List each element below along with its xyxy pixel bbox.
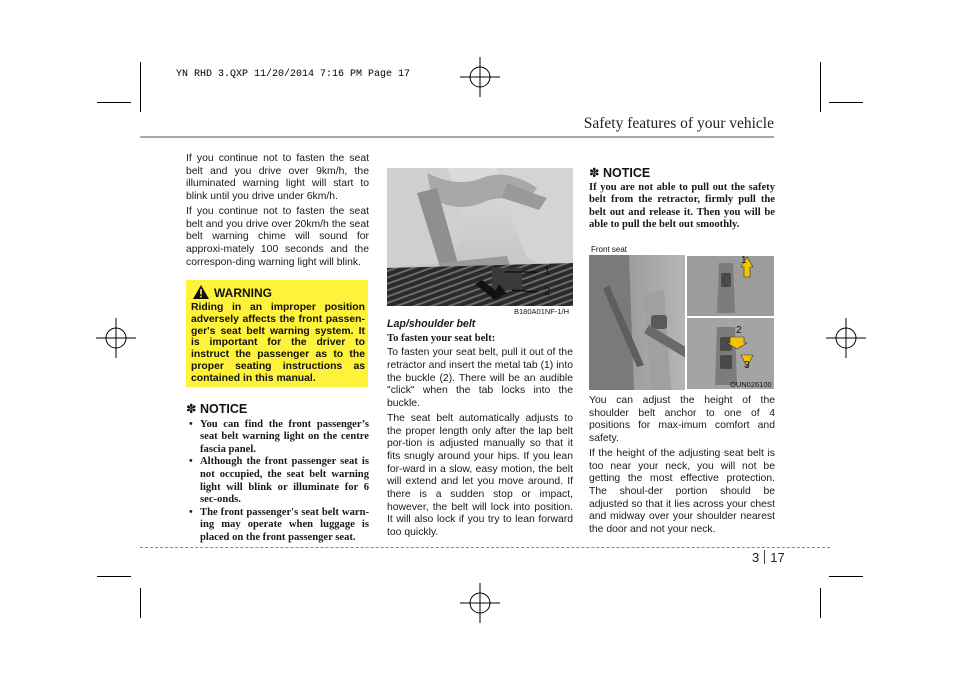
registration-mark <box>460 583 500 623</box>
page-number-separator <box>764 550 765 564</box>
chapter-number: 3 <box>752 550 760 565</box>
footer-rule <box>140 547 830 548</box>
notice-block <box>589 167 775 232</box>
notice-star-icon: ✽ <box>186 402 197 416</box>
notice-title: NOTICE <box>602 166 651 180</box>
column-3-text <box>589 395 775 539</box>
warning-title: WARNING <box>214 286 272 300</box>
callout-2: 2 <box>736 325 742 336</box>
crop-mark <box>97 576 131 577</box>
image-caption: B180A01NF-1/H <box>514 307 570 316</box>
callout-2: 2 <box>544 286 551 298</box>
paragraph: If you continue not to fasten the seat belt and you drive over 9km/h, the illuminated warning light will start to blink until you drive under 6km/h. <box>186 153 369 203</box>
callout-1: 1 <box>741 255 747 266</box>
warning-triangle-icon <box>193 285 209 299</box>
print-file-info: YN RHD 3.QXP 11/20/2014 7:16 PM Page 17 <box>176 69 411 80</box>
crop-mark <box>820 588 821 618</box>
registration-mark <box>96 318 136 358</box>
crop-mark <box>140 62 141 112</box>
section-title: Safety features of your vehicle <box>583 115 774 132</box>
notice-star-icon: ✽ <box>589 166 600 180</box>
column-1-text <box>186 153 369 271</box>
paragraph: If the height of the adjusting seat belt is too near your neck, you will not be getting the most effective protection. The shoul-der portion should be adjusted so that it lies across your chest and midway over your shoulder nearest the door and not your neck. <box>589 447 775 536</box>
notice-block <box>186 403 369 545</box>
title-rule <box>140 136 774 138</box>
crop-mark <box>829 102 863 103</box>
list-item: • You can find the front passenger’s seat belt warning light on the centre fascia panel. <box>186 419 369 457</box>
crop-mark <box>140 588 141 618</box>
crop-mark <box>829 576 863 577</box>
bold-heading: To fasten your seat belt: <box>387 332 496 344</box>
crop-mark <box>820 62 821 112</box>
paragraph: To fasten your seat belt, pull it out of the retractor and insert the metal tab (1) into the buckle (2). There will be an audible "click" when the tab locks into the buckle. <box>387 347 573 410</box>
paragraph: If you continue not to fasten the seat belt and you drive over 20km/h the seat belt warning chime will sound for approxi-mately 100 seconds and the correspon-ding warning light will blink. <box>186 205 369 268</box>
image-label: Front seat <box>591 245 628 254</box>
warning-text: Riding in an improper position adversely affects the front passen-ger's seat belt warning system. It is important for the driver to instruct the passenger as to the proper seating instructions as contained in this manual. <box>191 302 365 384</box>
notice-heading <box>589 167 775 180</box>
list-item: • Although the front passenger seat is not occupied, the seat belt warning light will blink or illuminate for 6 sec-onds. <box>186 456 369 506</box>
page-number <box>752 550 785 565</box>
notice-list <box>186 419 369 545</box>
image-caption: OUN026100 <box>730 380 772 389</box>
notice-title: NOTICE <box>199 402 248 416</box>
list-item: • The front passenger's seat belt warn-ing may operate when luggage is placed on the front passenger seat. <box>186 507 369 545</box>
callout-1: 1 <box>544 265 551 277</box>
column-2-text <box>387 318 573 542</box>
callout-3: 3 <box>744 360 750 371</box>
paragraph: The seat belt automatically adjusts to the proper length only after the lap belt por-tion is adjusted manually so that it fits snugly around your hips. If you lean for-ward in a slow, easy motion, the belt will extend and let you move around. If there is a sudden stop or impact, however, the belt will lock into position. It will also lock if you try to lean forward too quickly. <box>387 412 573 539</box>
notice-text: If you are not able to pull out the safety belt from the retractor, firmly pull the belt out and release it. Then you will be able to pull the belt out smoothly. <box>589 181 775 231</box>
page-number-value: 17 <box>770 550 785 565</box>
notice-heading <box>186 403 369 416</box>
registration-mark <box>826 318 866 358</box>
paragraph: You can adjust the height of the shoulder belt anchor to one of 4 positions for max-imum comfort and safety. <box>589 395 775 445</box>
crop-mark <box>97 102 131 103</box>
subheading: Lap/shoulder belt <box>387 318 476 330</box>
